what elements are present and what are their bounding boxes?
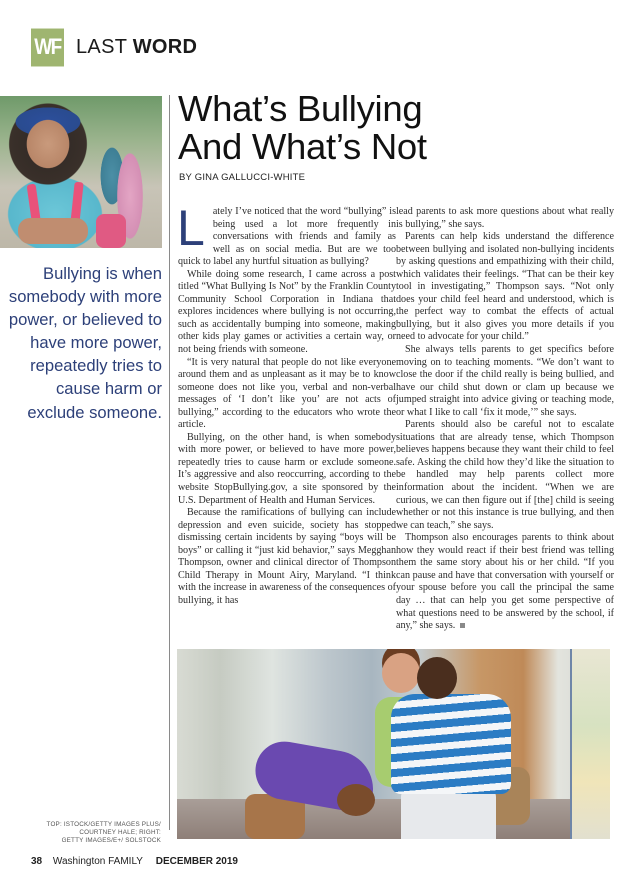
boy-hair xyxy=(337,784,375,816)
section-label xyxy=(76,36,197,59)
issue-date: DECEMBER 2019 xyxy=(155,856,238,867)
drop-cap: L xyxy=(177,200,205,256)
photo-girl-crying xyxy=(0,96,162,248)
article-paragraph: While doing some research, I came across a post titled “What Bullying Is Not” by the Franklin County Community School Corporation in Indiana that explores incidences where bullying is not occurring, such as accidentally bumping into someone, making other kids play games or activities a certain way, or not being friends with someone. xyxy=(178,268,396,356)
publication-name: Washington FAMILY xyxy=(52,856,143,867)
hallway-floor xyxy=(177,799,610,839)
article-paragraph: Because the ramifications of bullying can include depression and even suicide, society has stopped dismissing certain incidents by saying “boys will be boys” or calling it “just kid behavior,” says Megghan Thompson, owner and clinical director of Thompson Child Therapy in Mount Airy, Maryland. “I think with the increase in awareness of the consequences of bullying, it has xyxy=(178,507,396,606)
boy-white-pants xyxy=(401,787,496,839)
end-mark-icon xyxy=(460,623,465,628)
paragraph-text: ately I’ve noticed that the word “bullying” is being used a lot more frequently in conversations with friends and family as well as on social media. But are we too quick to label any hurtful situation as bullying? xyxy=(178,206,396,268)
article-column-1 xyxy=(177,200,396,608)
boy-head-back xyxy=(417,657,457,699)
boy-head-smiling xyxy=(382,653,420,693)
photo-credit xyxy=(20,821,161,846)
page-number: 38 xyxy=(31,856,43,867)
column-divider xyxy=(169,95,170,830)
paragraph-text: Thompson also encourages parents to think about how they would react if their best friend was telling them the same story about his or her child. “If you can pause and have that conversation with yourself or your spouse before you call the principal the same day … that can help you get some perspective of what questions need to be answered by the school, if any,” she says. xyxy=(396,532,614,632)
page-footer xyxy=(31,856,238,867)
backpack xyxy=(96,214,126,248)
pull-quote: Bullying is when somebody with more power, or believed to have more power, repeatedly tries to cause harm or exclude someone. xyxy=(8,264,162,422)
photo-credit-line: GETTY IMAGES/E+/ SOLSTOCK xyxy=(61,837,161,845)
article-paragraph: Parents should also be careful not to escalate situations that are already tense, which Thompson believes happens because they want their child to feel safe. Asking the child how they’d like the situation to be handled may help parents collect more information about the incident. “When we are curious, we can then figure out if [the] child is seeing whether or not this instance is true bullying, and then we can teach,” she says. xyxy=(396,419,614,531)
photo-credit-line: TOP: ISTOCK/GETTY IMAGES PLUS/ xyxy=(46,821,161,828)
article-headline xyxy=(178,90,427,166)
boy-striped-hoodie xyxy=(391,694,511,794)
bulletin-board xyxy=(570,649,610,839)
wf-logo: WF xyxy=(31,29,64,67)
photo-boys-hallway xyxy=(177,649,610,839)
article-paragraph: She always tells parents to get specifics before moving on to teaching moments. “We don’t want to close the door if the child really is being bullied, and have our child shut down or clam up because we jumped straight into advice giving or teaching mode, or what I like to call ‘fix it mode,’” she says. xyxy=(396,344,614,418)
article-paragraph: “It is very natural that people do not like everyone around them and as unpleasant as it may be to know someone does not like you, verbal and non-verbal messages of ‘I don’t like you’ are not acts of bullying,” according to the educators who wrote the article. xyxy=(178,356,396,431)
section-label-bold: WORD xyxy=(132,36,198,58)
photo-credit-line: COURTNEY HALE; RIGHT: xyxy=(79,829,161,837)
byline: BY GINA GALLUCCI-WHITE xyxy=(179,172,306,183)
crossed-arms xyxy=(18,218,88,244)
article-paragraph: Parents can help kids understand the difference between bullying and isolated non-bullying incidents by asking questions and empathizing with their child, which validates their feelings. “That can be their key tool in investigating,” Thompson says. “Not only does your child feel heard and understood, which is the perfect way to combat the effects of actual bullying, but it also gives you more details if you need to advocate for your child.” xyxy=(396,231,614,343)
article-column-2 xyxy=(396,206,614,633)
article-paragraph: Bullying, on the other hand, is when somebody with more power, or believed to have more power, repeatedly tries to cause harm or exclude someone. It’s aggressive and also reoccurring, according to the website StopBullying.gov, a site sponsored by the U.S. Department of Health and Human Services. xyxy=(178,431,396,506)
article-paragraph-last xyxy=(396,532,614,632)
article-paragraph: lead parents to ask more questions about what really is bullying,” she says. xyxy=(396,206,614,230)
section-label-light: LAST xyxy=(76,36,133,58)
article-paragraph xyxy=(177,200,396,269)
headline-line-1: What’s Bullying xyxy=(178,88,423,129)
headline-line-2: And What’s Not xyxy=(178,126,427,167)
